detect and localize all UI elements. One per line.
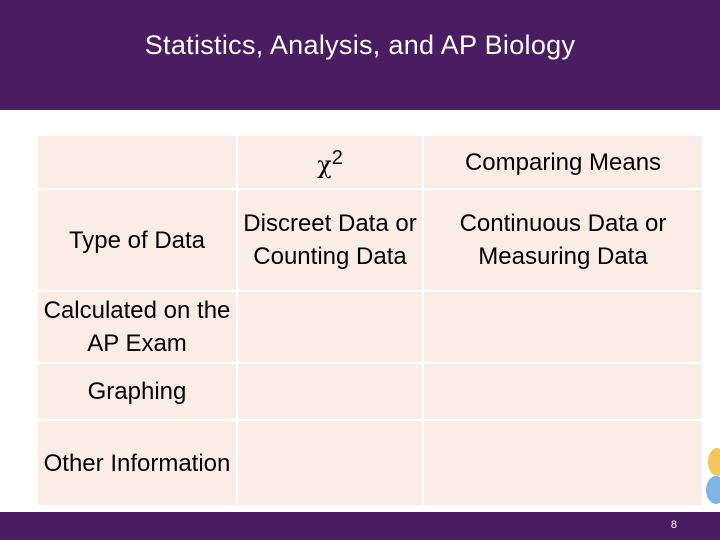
cell-other-means — [423, 420, 703, 506]
chi-superscript: 2 — [331, 147, 343, 169]
cell-graphing-chi — [237, 363, 423, 420]
row-label-calculated: Calculated on the AP Exam — [37, 291, 237, 363]
chi-symbol: χ — [317, 151, 332, 179]
table-header-row — [37, 135, 703, 189]
blue-leaf-icon — [706, 476, 720, 504]
cell-calculated-chi — [237, 291, 423, 363]
table-row — [37, 189, 703, 291]
cell-calculated-means — [423, 291, 703, 363]
title-bar — [0, 0, 720, 110]
table-row — [37, 420, 703, 506]
cell-type-means: Continuous Data or Measuring Data — [423, 189, 703, 291]
cell-type-chi: Discreet Data or Counting Data — [237, 189, 423, 291]
yellow-leaf-icon — [708, 448, 720, 476]
header-chi-square-cell — [237, 135, 423, 189]
slide-title: Statistics, Analysis, and AP Biology — [144, 30, 576, 60]
page-number: 8 — [670, 519, 677, 531]
cell-other-chi — [237, 420, 423, 506]
footer-bar — [0, 512, 720, 540]
header-empty-cell — [37, 135, 237, 189]
cell-graphing-means — [423, 363, 703, 420]
row-label-type-of-data: Type of Data — [37, 189, 237, 291]
table-row — [37, 363, 703, 420]
header-comparing-means-cell: Comparing Means — [423, 135, 703, 189]
decorative-leaf-graphic — [700, 440, 720, 510]
row-label-graphing: Graphing — [37, 363, 237, 420]
row-label-other-info: Other Information — [37, 420, 237, 506]
comparison-table — [36, 134, 704, 507]
table-row — [37, 291, 703, 363]
